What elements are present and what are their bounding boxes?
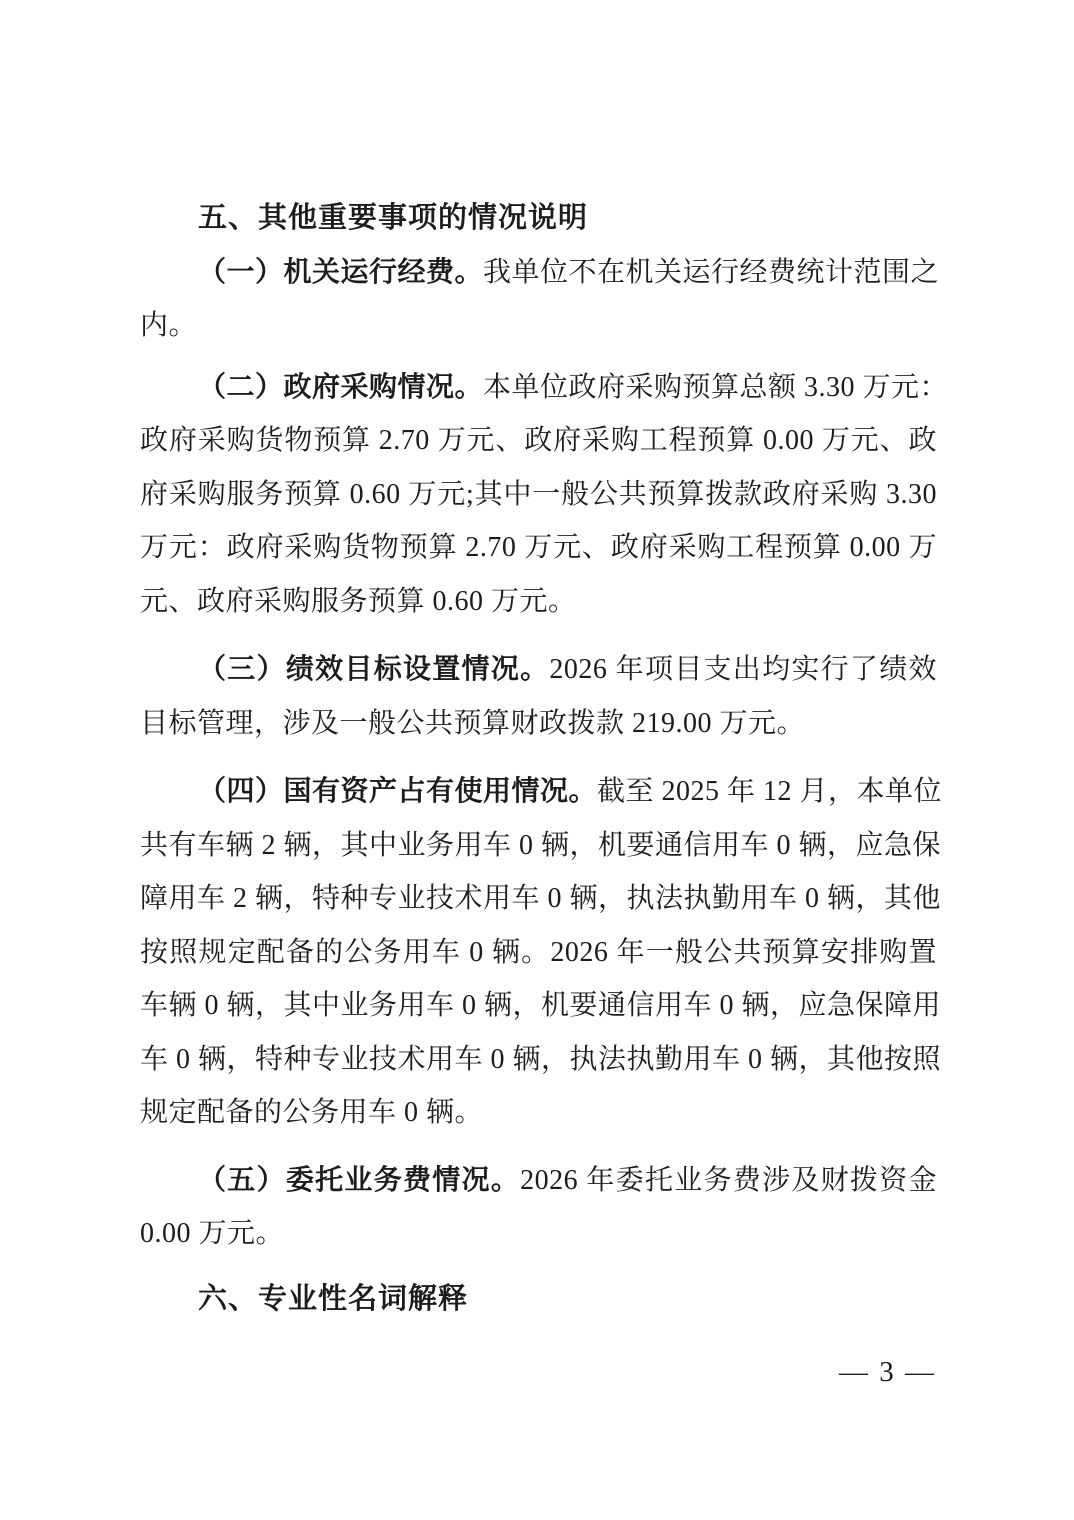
text-line: 障用车 2 辆，特种专业技术用车 0 辆，执法执勤用车 0 辆，其他 [140,883,942,914]
page-number: — 3 — [839,1356,936,1388]
paragraph [140,1154,937,1261]
text-line: 万元：政府采购货物预算 2.70 万元、政府采购工程预算 0.00 万 [140,532,937,563]
text-line [140,643,937,697]
text-line [140,765,943,819]
paragraph-text: 本单位政府采购预算总额 3.30 万元： [483,371,949,403]
text-line: 元、政府采购服务预算 0.60 万元。 [140,585,577,617]
text-line: 车 0 辆，特种专业技术用车 0 辆，执法执勤用车 0 辆，其他按照 [140,1043,942,1075]
text-line [140,1154,937,1208]
paragraph-lead: （二）政府采购情况。 [198,371,484,403]
paragraph-lead: （四）国有资产占有使用情况。 [198,776,598,807]
paragraph-text: 我单位不在机关运行经费统计范围之 [483,256,940,288]
paragraph [140,361,949,629]
text-line: 共有车辆 2 辆，其中业务用车 0 辆，机要通信用车 0 辆，应急保 [140,829,942,861]
text-line: 规定配备的公务用车 0 辆。 [140,1097,484,1128]
paragraph [140,765,943,1140]
paragraph [140,246,940,353]
paragraph-text: 2026 年项目支出均实行了绩效 [549,654,937,685]
paragraph-lead: （五）委托业务费情况。 [198,1164,521,1196]
paragraph-text: 截至 2025 年 12 月，本单位 [597,776,943,807]
paragraph [140,643,937,750]
document-content [140,192,949,1326]
section-heading [140,1273,937,1327]
text-line: 政府采购货物预算 2.70 万元、政府采购工程预算 0.00 万元、政 [140,425,937,456]
paragraph-text: 2026 年委托业务费涉及财拨资金 [520,1164,937,1196]
text-line: 车辆 0 辆，其中业务用车 0 辆，机要通信用车 0 辆，应急保障用 [140,990,942,1021]
text-line [140,246,940,300]
text-line: 目标管理，涉及一般公共预算财政拨款 219.00 万元。 [140,707,806,739]
paragraph-lead: （三）绩效目标设置情况。 [198,654,550,685]
text-line [140,361,949,415]
heading-text: 六、专业性名词解释 [198,1282,469,1315]
paragraph-lead: （一）机关运行经费。 [198,256,484,288]
text-line: 府采购服务预算 0.60 万元;其中一般公共预算拨款政府采购 3.30 [140,478,937,510]
text-line: 内。 [140,310,198,341]
text-line: 按照规定配备的公务用车 0 辆。2026 年一般公共预算安排购置 [140,936,937,968]
heading-text: 五、其他重要事项的情况说明 [198,202,589,234]
section-heading [140,192,937,246]
text-line: 0.00 万元。 [140,1218,285,1249]
